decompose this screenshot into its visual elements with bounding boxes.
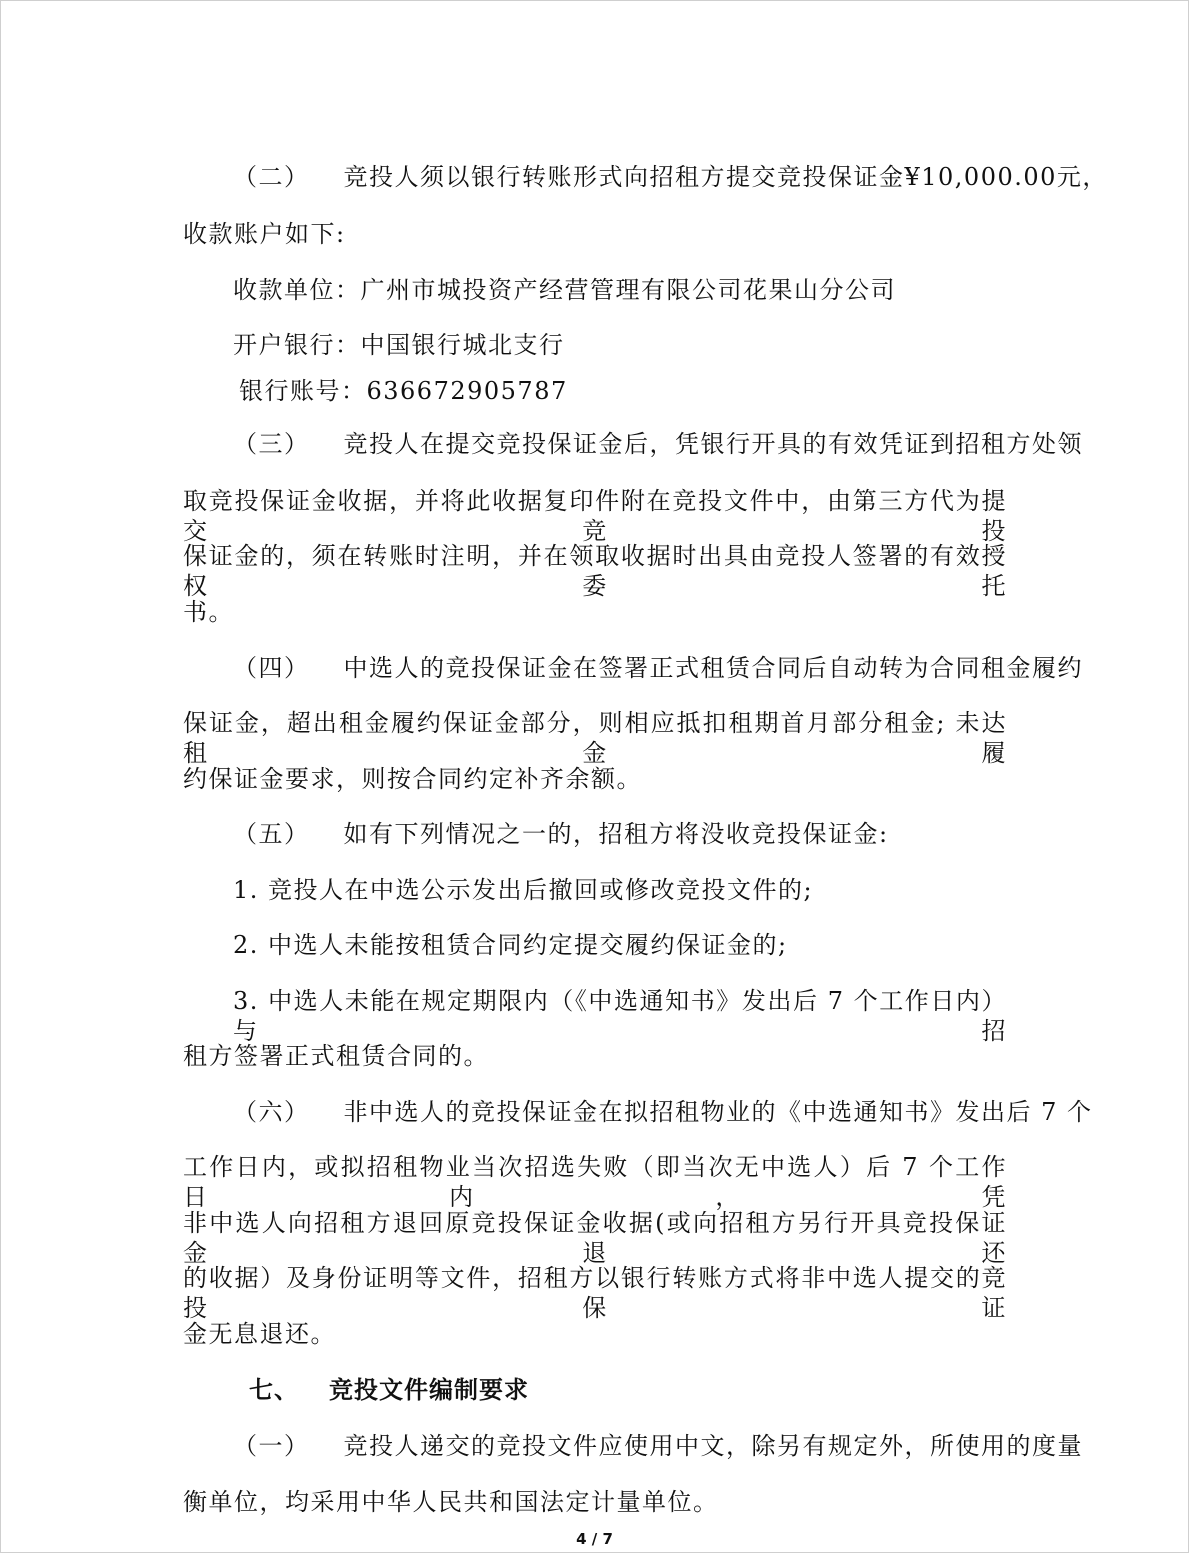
paragraph-6-line-4: 的收据）及身份证明等文件，招租方以银行转账方式将非中选人提交的竞投保证	[183, 1264, 1007, 1322]
chapter-title: 竞投文件编制要求	[329, 1376, 529, 1404]
subsection-1-line-1	[233, 1431, 1083, 1461]
subsection-1-line-2: 衡单位，均采用中华人民共和国法定计量单位。	[183, 1488, 719, 1516]
paragraph-6-line-1	[233, 1097, 1093, 1127]
paragraph-5-label: （五）	[233, 820, 310, 848]
paragraph-4-line-3: 约保证金要求，则按合同约定补齐余额。	[183, 765, 642, 793]
paragraph-3-line-4: 书。	[183, 598, 234, 626]
account-payee: 收款单位：广州市城投资产经营管理有限公司花果山分公司	[233, 276, 896, 304]
subsection-1-text: 竞投人递交的竞投文件应使用中文，除另有规定外，所使用的度量	[343, 1432, 1083, 1460]
paragraph-3-line-1	[233, 429, 1083, 459]
paragraph-6-line-3: 非中选人向招租方退回原竞投保证金收据(或向招租方另行开具竞投保证金退还	[183, 1209, 1007, 1267]
chapter-number: 七、	[249, 1376, 299, 1404]
account-bank: 开户银行：中国银行城北支行	[233, 331, 565, 359]
paragraph-4-line-2: 保证金，超出租金履约保证金部分，则相应抵扣租期首月部分租金; 未达租金履	[183, 709, 1007, 767]
list-item-1: 1. 竞投人在中选公示发出后撤回或修改竞投文件的;	[233, 876, 814, 904]
chapter-heading	[249, 1375, 529, 1405]
list-item-2: 2. 中选人未能按租赁合同约定提交履约保证金的;	[233, 931, 788, 959]
subsection-1-label: （一）	[233, 1432, 310, 1460]
paragraph-3-line-2: 取竞投保证金收据，并将此收据复印件附在竞投文件中，由第三方代为提交竞投	[183, 487, 1007, 545]
paragraph-6-line-5: 金无息退还。	[183, 1320, 336, 1348]
list-item-3-continued: 租方签署正式租赁合同的。	[183, 1042, 489, 1070]
paragraph-3-label: （三）	[233, 430, 310, 458]
page-number: 4 / 7	[576, 1530, 613, 1548]
paragraph-4-text: 中选人的竞投保证金在签署正式租赁合同后自动转为合同租金履约	[343, 654, 1083, 682]
paragraph-2-line-2: 收款账户如下:	[183, 220, 346, 248]
paragraph-5-line-1	[233, 819, 889, 849]
paragraph-4-line-1	[233, 653, 1083, 683]
list-item-3: 3. 中选人未能在规定期限内（《中选通知书》发出后 7 个工作日内）与招	[233, 987, 1007, 1045]
paragraph-3-text: 竞投人在提交竞投保证金后，凭银行开具的有效凭证到招租方处领	[343, 430, 1083, 458]
account-number: 银行账号：636672905787	[239, 377, 568, 405]
paragraph-5-text: 如有下列情况之一的，招租方将没收竞投保证金:	[343, 820, 889, 848]
paragraph-6-line-2: 工作日内，或拟招租物业当次招选失败（即当次无中选人）后 7 个工作日内，凭	[183, 1153, 1007, 1211]
paragraph-6-text: 非中选人的竞投保证金在拟招租物业的《中选通知书》发出后 7 个	[343, 1098, 1093, 1126]
paragraph-2-line-1	[233, 162, 1108, 192]
paragraph-6-label: （六）	[233, 1098, 310, 1126]
paragraph-2-text: 竞投人须以银行转账形式向招租方提交竞投保证金¥10,000.00元，	[343, 163, 1108, 191]
paragraph-2-label: （二）	[233, 163, 310, 191]
paragraph-3-line-3: 保证金的，须在转账时注明，并在领取收据时出具由竞投人签署的有效授权委托	[183, 542, 1007, 600]
paragraph-4-label: （四）	[233, 654, 310, 682]
